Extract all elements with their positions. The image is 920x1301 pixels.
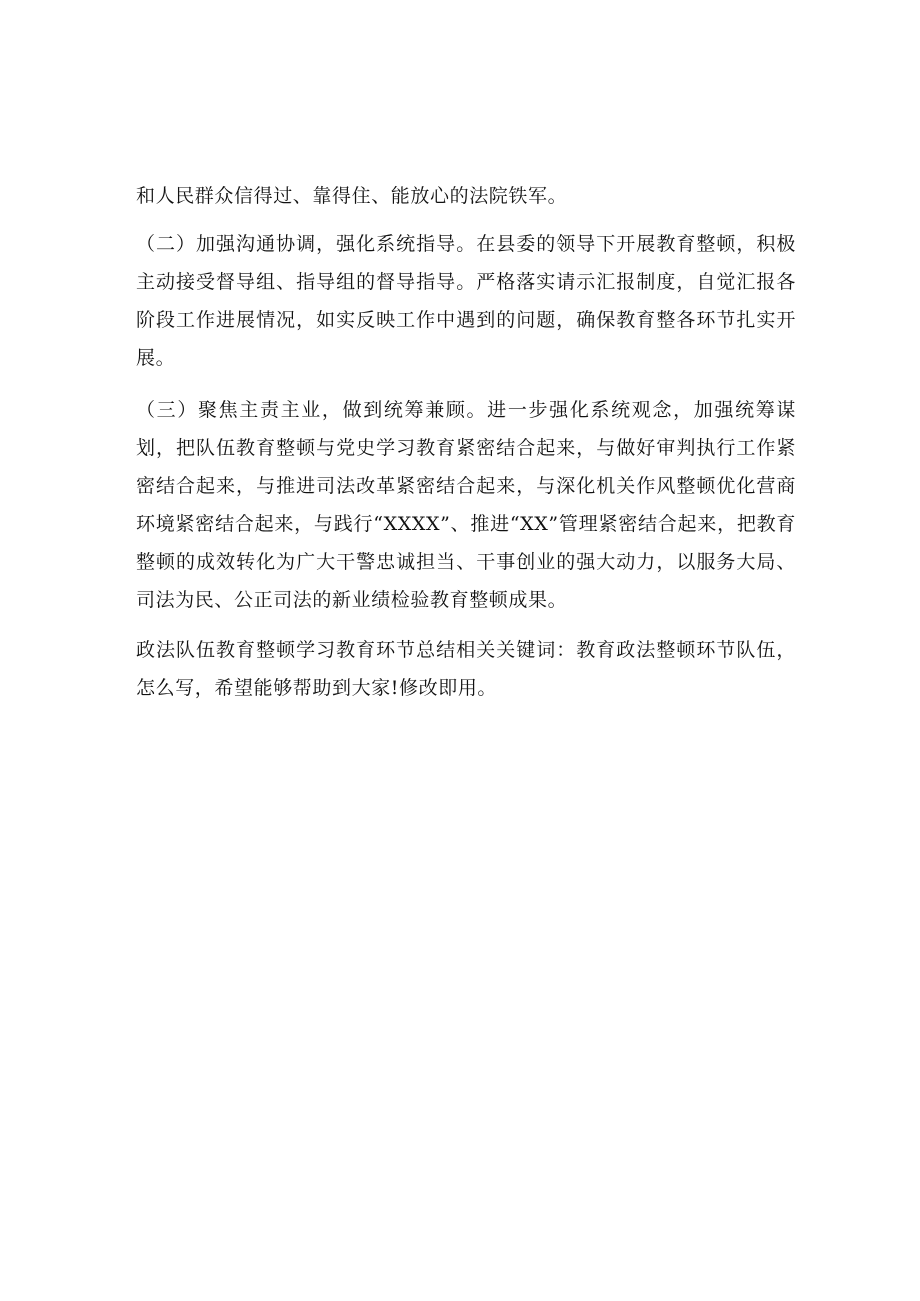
paragraph-continuation: 和人民群众信得过、靠得住、能放心的法院铁军。 bbox=[136, 185, 568, 207]
document-body bbox=[136, 177, 796, 707]
paragraph-section-three: （三）聚焦主责主业，做到统筹兼顾。进一步强化系统观念，加强统筹谋划，把队伍教育整顿与党史学习教育紧密结合起来，与做好审判执行工作紧密结合起来，与推进司法改革紧密结合起来，与深化机关作风整顿优化营商环境紧密结合起来，与践行“XXXX”、推进“XX”管理紧密结合起来，把教育整顿的成效转化为广大干警忠诚担当、干事创业的强大动力，以服务大局、司法为民、公正司法的新业绩检验教育整顿成果。 bbox=[136, 399, 796, 611]
paragraph-keywords-note: 政法队伍教育整顿学习教育环节总结相关关键词：教育政法整顿环节队伍，怎么写，希望能够帮助到大家!修改即用。 bbox=[136, 639, 796, 699]
paragraph-section-two: （二）加强沟通协调，强化系统指导。在县委的领导下开展教育整顿，积极主动接受督导组、指导组的督导指导。严格落实请示汇报制度，自觉汇报各阶段工作进展情况，如实反映工作中遇到的问题，确保教育整各环节扎实开展。 bbox=[136, 233, 796, 369]
